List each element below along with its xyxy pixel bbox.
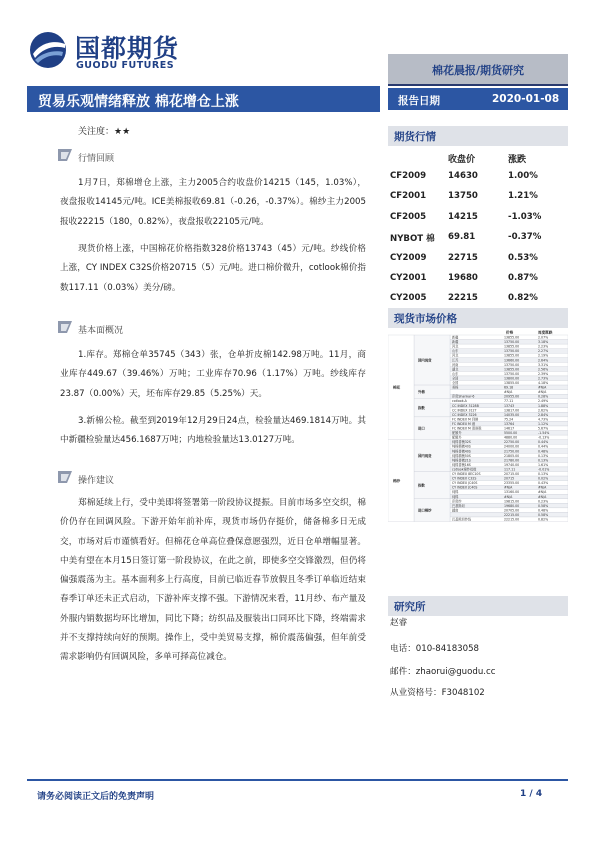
futures-close-cell: 14215 [448, 211, 478, 222]
spot-row-name: 纯棉普梳40S [452, 449, 471, 454]
analyst-phone: 电话：010-84183058 [390, 644, 480, 654]
spot-row-value: 13764 [504, 421, 515, 426]
spot-row-name: 纯棉 [452, 494, 459, 499]
spot-row-change: 0.13% [538, 472, 549, 476]
spot-row-change: 2.64% [538, 358, 549, 363]
fundamentals-paragraph-2: 3.新棉公检。截至到2019年12月29日24点，检验量达469.1814万吨。其中新疆检验量达456.1687万吨；内地检验量达13.0127万吨。 [60, 416, 366, 446]
analyst-email: 邮件：zhaorui@guodu.cc [390, 667, 496, 677]
spot-row-value: 13660.00 [504, 358, 520, 363]
spot-row-change: 2.73% [538, 376, 549, 381]
futures-panel-title: 期货行情 [394, 131, 436, 143]
section-bullet-icon [58, 471, 72, 483]
spot-row-value: 22215.00 [504, 517, 520, 522]
spot-row-name: CC INDEX 3127 [452, 408, 477, 413]
futures-close-cell: 22715 [448, 252, 478, 263]
spot-row-value: 13855.00 [504, 367, 520, 372]
spot-row-value: 13750.00 [504, 371, 520, 376]
report-type-underline [388, 84, 568, 86]
spot-row-name: CY INDEX JC40S [452, 485, 478, 490]
futures-close-cell: 19680 [448, 273, 478, 283]
report-type: 棉花晨报/期货研究 [431, 64, 525, 77]
spot-row-value: 13800.00 [504, 376, 520, 381]
spot-panel-title: 现货市场价格 [394, 313, 457, 325]
spot-row-name: CY INDEX C32S [452, 476, 477, 481]
spot-row-name: 美棉 [452, 385, 459, 390]
footer-divider [27, 779, 568, 781]
spot-row-change: 0.43% [538, 481, 549, 486]
spot-row-change: 2.39% [538, 371, 549, 376]
spot-row-change: 3.18% [538, 340, 549, 345]
spot-row-value: #N/A [504, 494, 513, 499]
futures-change-cell: -0.37% [508, 232, 542, 243]
spot-row-value: 24000.00 [504, 444, 520, 449]
spot-row-name: CC INDEX 3128B [452, 403, 479, 408]
spot-row-value: 13750.00 [504, 340, 520, 345]
futures-change-cell: 0.53% [508, 252, 538, 263]
spot-row-name: 山东 [452, 349, 459, 354]
spot-row-value: 13743 [504, 403, 515, 408]
spot-row-name: 河南 [452, 362, 459, 367]
spot-row-value: 19740.00 [504, 462, 520, 467]
spot-row-value: 20955.00 [504, 394, 520, 399]
spot-row-change: 1.88% [538, 403, 549, 408]
section-title-fundamentals: 基本面概况 [78, 326, 124, 336]
report-title: 贸易乐观情绪释放 棉花增仓上涨 [38, 94, 239, 110]
spot-row-value: 69.18 [504, 385, 514, 390]
spot-row-change: 0.23% [538, 499, 549, 504]
spot-row-name: 巴基斯坦纱线 [452, 517, 472, 522]
spot-row-value: 19815.00 [504, 499, 520, 504]
futures-change-cell: 0.82% [508, 293, 538, 304]
spot-row-name: FC INDEX M 港 [452, 421, 476, 426]
section-title-review: 行情回顾 [78, 154, 115, 164]
review-paragraph-2: 现货价格上涨，中国棉花价格指数328价格13743（45）元/吨。纱线价格上涨，CY INDEX C32S价格20715（5）元/吨。进口棉价微升，cotlook棉价指数117.11（0.03%）美分/磅。 [60, 244, 366, 293]
spot-row-value: 20715.00 [504, 472, 520, 476]
spot-group-label: 进口棉纱 [418, 508, 432, 513]
spot-row-change: 5.67% [538, 426, 549, 431]
spot-row-name: 纯棉精梳50S [452, 453, 471, 458]
futures-name-cell: CF2001 [390, 191, 427, 202]
spot-category-label: 棉纱 [393, 478, 401, 483]
report-date-value: 2020-01-08 [492, 93, 560, 105]
spot-group-label: 指数 [418, 406, 425, 411]
spot-row-value: #N/A [504, 390, 513, 395]
spot-row-name: 河北 [452, 353, 459, 358]
futures-name-cell: CY2001 [390, 273, 427, 283]
spot-row-change: 3.31% [538, 362, 549, 367]
futures-name-cell: CY2009 [390, 252, 427, 263]
spot-group-label: 国内现货 [418, 453, 432, 458]
futures-change-cell: 1.00% [508, 171, 538, 181]
spot-row-change: 0.48% [538, 449, 549, 454]
analyst-name: 赵睿 [390, 618, 408, 628]
futures-name-cell: CY2005 [390, 293, 427, 304]
spot-row-name: CY INDEX 8EC10S [452, 472, 481, 476]
spot-row-value: 14617 [504, 426, 515, 431]
futures-close-cell: 14630 [448, 171, 478, 181]
spot-row-value: 13855.00 [504, 381, 520, 385]
futures-change-cell: 0.87% [508, 273, 538, 283]
company-name-en: GUODU FUTURES [76, 60, 175, 71]
spot-row-name: cotlook-A [452, 399, 467, 404]
spot-header-price: 价格 [506, 330, 514, 335]
futures-header-change: 涨跌 [508, 155, 527, 165]
spot-row-change: 2.23% [538, 344, 549, 349]
spot-row-value: 21780.00 [504, 458, 520, 463]
spot-row-name: 河北 [452, 344, 459, 349]
spot-row-change: #N/A [538, 385, 547, 390]
spot-row-change: 0.02% [538, 476, 549, 481]
spot-row-change: 0.82% [538, 517, 549, 522]
spot-row-name: CC INDEX 3226 [452, 412, 477, 417]
spot-row-change: 2.84% [538, 412, 549, 417]
spot-row-name: FC INDEX M 到港 [452, 417, 479, 422]
spot-row-name: 全国 [452, 376, 459, 381]
spot-row-name: 纯棉 [452, 490, 459, 495]
spot-row-change: 0.44% [538, 440, 549, 445]
spot-row-change: 0.58% [538, 503, 549, 508]
spot-row-value: 20705.00 [504, 508, 520, 513]
spot-row-change: 2.07% [538, 335, 549, 340]
attention-rating: 关注度：★★ [78, 127, 131, 137]
spot-row-name: 全国 [452, 381, 459, 385]
company-name-cn: 国都期货 [75, 34, 180, 63]
spot-row-value: 75.24 [504, 417, 514, 422]
spot-row-value: 5500.00 [504, 431, 518, 436]
spot-group-label: 指数 [418, 483, 425, 488]
spot-row-name: 纯棉普梳32S [452, 440, 471, 445]
spot-row-name: FC INDEX M 滑准税 [452, 426, 482, 431]
spot-header-change: 周度涨跌 [538, 330, 553, 335]
section-bullet-icon [58, 149, 72, 161]
spot-row-change: 4.73% [538, 417, 549, 422]
spot-price-table [388, 329, 568, 591]
spot-row-value: 13855.00 [504, 335, 520, 340]
spot-row-change: 2.19% [538, 353, 549, 358]
spot-row-name: cotlook棉纱指数 [452, 467, 477, 472]
spot-row-name: 纯棉普梳21S [452, 458, 471, 463]
spot-row-value: 13855.00 [504, 344, 520, 349]
spot-category-cell [388, 440, 414, 522]
spot-row-name: 新疆 [452, 335, 459, 340]
spot-row-change: 1.12% [538, 421, 549, 426]
section-bullet-icon [58, 321, 72, 333]
spot-row-value: 77.11 [504, 399, 514, 404]
spot-row-change: -0.13% [538, 435, 550, 440]
advice-paragraph: 郑棉延续上行，受中美即将签署第一阶段协议提振。目前市场多空交织，棉价仍存在回调风险。下游开始年前补库，现货市场仍存挺价，储备棉多日无成交，市场对后市谨慎看好。但棉花仓单高位叠保意愿强烈，近日仓单增幅显著。中美有望在本月15日签订第一阶段协议，在此之前，即使多空交锋激烈，但仍将偏强震荡为主。基本面利多上行高度，目前已临近春节放假且冬季订单临近结束春季订单还未正式启动，下游补库支撑不强。下游情况来看，11月纱、布产量及外服内销数据均环比增加，同比下降；纺织品及服装出口同环比下降，终端需求并不支撑持续向好的预期。操作上，受中美贸易支撑，棉价震荡偏强，但年前受需求影响仍有回调风险，多单可择高位减仓。 [60, 498, 366, 663]
futures-close-cell: 22215 [448, 293, 478, 304]
futures-close-cell: 69.81 [448, 232, 476, 243]
spot-row-change: 2.27% [538, 349, 549, 354]
spot-row-value: 21805.00 [504, 453, 520, 458]
spot-row-name: 越南 [452, 508, 459, 513]
spot-row-name: 配额外 [452, 435, 462, 440]
futures-name-cell: CF2009 [390, 171, 427, 181]
spot-row-change: #N/A [538, 490, 547, 495]
spot-row-change: #N/A [538, 494, 547, 499]
guodu-logo-icon [27, 30, 69, 70]
spot-row-value: 14035.00 [504, 412, 520, 417]
spot-row-name: 纯棉普梳16S [452, 462, 471, 467]
futures-close-cell: 13750 [448, 191, 478, 202]
section-title-advice: 操作建议 [78, 476, 115, 486]
spot-row-name: 山东 [452, 371, 459, 376]
spot-group-label: 外棉 [418, 390, 425, 395]
spot-row-name: 印度纱 [452, 499, 462, 504]
spot-row-change: 4.18% [538, 381, 549, 385]
futures-name-cell: CF2005 [390, 211, 427, 222]
spot-row-name: 巴基斯坦 [452, 503, 465, 508]
futures-change-cell: 1.21% [508, 191, 538, 202]
spot-row-change: 2.56% [538, 367, 549, 372]
futures-header-close: 收盘价 [448, 155, 476, 165]
spot-row-change: 0.58% [538, 512, 549, 517]
spot-category-label: 棉花 [393, 385, 401, 390]
spot-row-change: 0.13% [538, 453, 549, 458]
spot-row-value: 21750.00 [504, 449, 520, 454]
page-number: 1 / 4 [520, 789, 543, 799]
spot-row-change: 2.49% [538, 399, 549, 404]
spot-row-change: -0.01% [538, 467, 550, 472]
spot-row-name: 配额外 [452, 431, 462, 436]
spot-row-name: 纯棉精梳40S [452, 444, 471, 449]
spot-row-change: 0.48% [538, 508, 549, 513]
research-panel-title: 研究所 [394, 601, 426, 613]
analyst-license: 从业资格号：F3048102 [390, 688, 485, 698]
spot-row-name: 印度Shankar-6 [452, 394, 475, 399]
spot-row-change: 0.44% [538, 444, 549, 449]
spot-row-name: 江苏 [452, 358, 459, 363]
spot-row-change: 1.61% [538, 462, 549, 467]
spot-row-value: 13750.00 [504, 349, 520, 354]
spot-group-label: 进口 [418, 426, 425, 431]
review-paragraph-1: 1月7日，郑棉增仓上涨，主力2005合约收盘价14215（145，1.03%），夜盘报收14145元/吨。ICE美棉报收69.81（-0.26，-0.37%）。棉纱主力2005报收22215（180，0.82%），夜盘报收22105元/吨。 [60, 178, 366, 227]
spot-row-name: CY INDEX JC40S [452, 481, 478, 486]
spot-row-value: 13855.00 [504, 353, 520, 358]
report-date-label: 报告日期 [398, 95, 440, 107]
futures-change-cell: -1.03% [508, 211, 542, 222]
spot-row-name: 新疆 [452, 340, 459, 345]
spot-row-value: 22215.00 [504, 512, 520, 517]
spot-group-label: 国内现货 [418, 358, 432, 363]
spot-row-name: 湖北 [452, 367, 459, 372]
spot-row-value: 23355.00 [504, 481, 520, 486]
spot-row-change: -1.54% [538, 431, 550, 436]
spot-row-change: 0.13% [538, 458, 549, 463]
spot-row-value: 20715 [504, 476, 515, 481]
spot-row-value: 13817.00 [504, 408, 520, 413]
spot-row-value: 19680.00 [504, 503, 520, 508]
spot-row-value: 13160.00 [504, 490, 520, 495]
spot-row-change: #N/A [538, 485, 547, 490]
spot-category-cell [388, 335, 414, 440]
spot-row-change: #N/A [538, 390, 547, 395]
spot-row-value: 22750.00 [504, 440, 520, 445]
spot-row-change: 0.28% [538, 394, 549, 399]
spot-row-value: 4880.00 [504, 435, 518, 440]
footer-disclaimer: 请务必阅读正文后的免责声明 [37, 792, 155, 802]
fundamentals-paragraph-1: 1.库存。郑棉仓单35745（343）张，仓单折皮棉142.98万吨。11月，商业库存449.67（39.46%）万吨；工业库存70.96（1.17%）万吨。纱线库存23.87（0.00%）天，坯布库存29.85（5.25%）天。 [60, 350, 366, 399]
spot-row-value: 117.11 [504, 467, 516, 472]
futures-name-cell: NYBOT 棉 [390, 234, 435, 245]
spot-row-change: 2.62% [538, 408, 549, 413]
spot-row-value: 13750.00 [504, 362, 520, 367]
spot-row-value: #N/A [504, 485, 513, 490]
